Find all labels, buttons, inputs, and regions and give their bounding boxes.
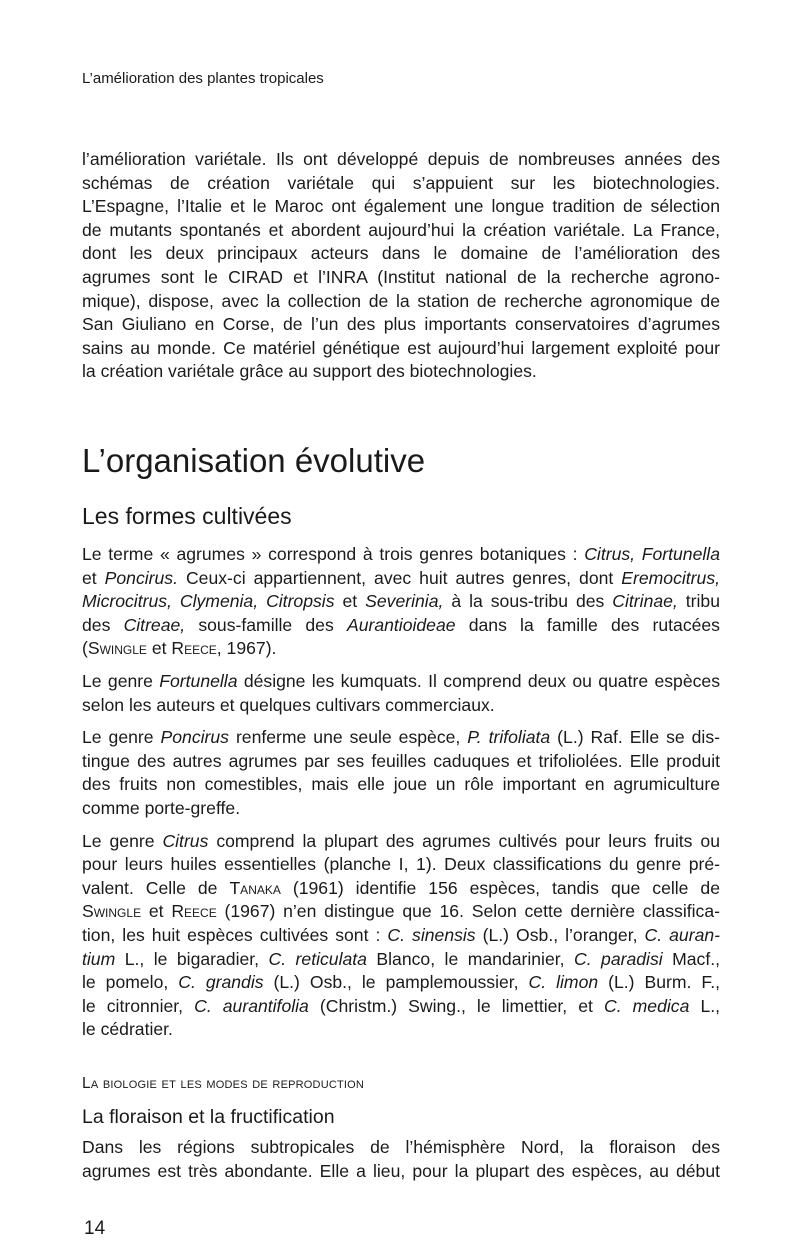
text-run: (L.) Osb., le pamplemoussier, bbox=[263, 972, 529, 993]
text-run: de mutants spontanés et abordent aujourd’hui la création variétale. La France, bbox=[82, 219, 720, 240]
italic-text: C. paradisi bbox=[573, 948, 663, 969]
text-run: sous-famille des bbox=[185, 614, 347, 635]
italic-text: C. reticulata bbox=[268, 948, 367, 969]
italic-text: Aurantioideae bbox=[346, 614, 456, 635]
text-run: et bbox=[82, 567, 105, 588]
text-run: Le genre bbox=[82, 727, 161, 748]
text-run: (1961) identifie 156 espèces, tandis que celle de bbox=[280, 877, 721, 898]
author-name: Tanaka bbox=[229, 877, 281, 898]
text-line bbox=[82, 948, 720, 972]
section-title: L’organisation évolutive bbox=[82, 442, 426, 479]
text-run: Macf., bbox=[662, 948, 721, 969]
text-run: L’Espagne, l’Italie et le Maroc ont également une longue tradition de sélection bbox=[82, 196, 720, 217]
text-line bbox=[82, 637, 720, 661]
paragraph bbox=[82, 148, 720, 384]
text-line bbox=[82, 971, 720, 995]
italic-text: Citrus bbox=[162, 830, 209, 851]
text-run: Le genre bbox=[82, 670, 160, 691]
text-run: Le terme « agrumes » correspond à trois genres botaniques : bbox=[82, 544, 585, 564]
italic-text: Citrus, Fortunella bbox=[584, 544, 720, 564]
text-line bbox=[82, 1160, 720, 1184]
author-name: Swingle bbox=[82, 901, 142, 922]
text-line bbox=[82, 242, 720, 266]
paragraph bbox=[82, 726, 720, 820]
text-line bbox=[82, 360, 720, 384]
text-line bbox=[82, 219, 720, 243]
italic-text: Eremocitrus, bbox=[621, 567, 721, 588]
intro-paragraph bbox=[82, 148, 720, 393]
text-run: des bbox=[82, 614, 124, 635]
text-run: la création variétale grâce au support des biotechnologies. bbox=[82, 361, 537, 382]
text-run: Ceux-ci appartiennent, avec huit autres genres, dont bbox=[178, 567, 622, 588]
text-line bbox=[82, 590, 720, 614]
italic-text: C. auran- bbox=[644, 924, 721, 945]
text-run: (L.) Osb., l’oranger, bbox=[475, 924, 645, 945]
text-run: valent. Celle de bbox=[82, 877, 230, 898]
text-run: dont les deux principaux acteurs dans le domaine de l’amélioration des bbox=[82, 243, 720, 264]
text-line bbox=[82, 924, 720, 948]
text-run: L., le bigaradier, bbox=[115, 948, 269, 969]
author-name: Reece bbox=[171, 638, 217, 659]
text-line bbox=[82, 797, 720, 821]
italic-text: tium bbox=[82, 948, 116, 969]
text-line bbox=[82, 1136, 720, 1160]
text-line bbox=[82, 853, 720, 877]
paragraph bbox=[82, 1136, 720, 1183]
text-run: mique), dispose, avec la collection de la station de recherche agronomique de bbox=[82, 290, 720, 311]
text-run: l’amélioration variétale. Ils ont développé depuis de nombreuses années des bbox=[82, 149, 720, 169]
text-line bbox=[82, 830, 720, 854]
text-line bbox=[82, 1018, 720, 1042]
italic-text: Microcitrus, Clymenia, Citropsis bbox=[82, 591, 335, 612]
text-line bbox=[82, 172, 720, 196]
text-line bbox=[82, 694, 720, 718]
text-run: agrumes sont le CIRAD et l’INRA (Institut national de la recherche agrono- bbox=[82, 266, 720, 287]
text-line bbox=[82, 900, 720, 924]
italic-text: Citreae, bbox=[123, 614, 186, 635]
body-paragraphs bbox=[82, 543, 720, 1051]
page-number: 14 bbox=[84, 1218, 106, 1239]
italic-text: Fortunella bbox=[159, 670, 238, 691]
text-run: et bbox=[146, 638, 172, 659]
text-run: ( bbox=[82, 638, 88, 659]
italic-text: C. limon bbox=[528, 972, 599, 993]
text-run: comme porte-greffe. bbox=[82, 797, 241, 818]
text-run: selon les auteurs et quelques cultivars commerciaux. bbox=[82, 694, 495, 715]
text-run: schémas de création variétale qui s’appuient sur les biotechnologies. bbox=[82, 172, 720, 193]
subsection-title: Les formes cultivées bbox=[82, 503, 292, 529]
text-run: San Giuliano en Corse, de l’un des plus importants conservatoires d’agrumes bbox=[82, 314, 720, 335]
paragraph bbox=[82, 830, 720, 1042]
text-line bbox=[82, 148, 720, 172]
text-run: Dans les régions subtropicales de l’hémisphère Nord, la floraison des bbox=[82, 1137, 720, 1157]
text-line bbox=[82, 266, 720, 290]
text-run: L., bbox=[689, 995, 720, 1016]
text-line bbox=[82, 877, 720, 901]
author-name: Swingle bbox=[87, 638, 147, 659]
text-run: des fruits non comestibles, mais elle joue un rôle important en agrumiculture bbox=[82, 774, 720, 795]
italic-text: Poncirus. bbox=[104, 567, 178, 588]
text-line bbox=[82, 750, 720, 774]
text-run: tribu bbox=[677, 591, 721, 612]
text-line bbox=[82, 337, 720, 361]
author-name: Reece bbox=[171, 901, 217, 922]
paragraph bbox=[82, 543, 720, 661]
floraison-paragraph bbox=[82, 1136, 720, 1192]
text-run: tion, les huit espèces cultivées sont : bbox=[82, 924, 388, 945]
text-run: tingue des autres agrumes par ses feuilles caduques et trifoliolées. Elle produit bbox=[82, 750, 720, 771]
text-run: (L.) Burm. F., bbox=[598, 972, 720, 993]
text-run: , 1967). bbox=[216, 638, 277, 659]
text-run: à la sous-tribu des bbox=[443, 591, 613, 612]
text-run: sains au monde. Ce matériel génétique est aujourd’hui largement exploité pour bbox=[82, 337, 720, 358]
paragraph bbox=[82, 670, 720, 717]
text-line bbox=[82, 670, 720, 694]
text-run: le citronnier, bbox=[82, 995, 195, 1016]
text-run: pour leurs huiles essentielles (planche I, 1). Deux classifications du genre pré- bbox=[82, 854, 720, 875]
italic-text: C. aurantifolia bbox=[194, 995, 309, 1016]
text-line bbox=[82, 614, 720, 638]
text-run: dans la famille des rutacées bbox=[455, 614, 720, 635]
text-line bbox=[82, 995, 720, 1019]
text-run: et bbox=[141, 901, 172, 922]
text-line bbox=[82, 567, 720, 591]
running-head: L’amélioration des plantes tropicales bbox=[82, 70, 324, 87]
subsection-heading-floraison: La floraison et la fructification bbox=[82, 1106, 335, 1128]
italic-text: Severinia, bbox=[365, 591, 444, 612]
text-run: renferme une seule espèce, bbox=[228, 727, 468, 748]
text-run: Blanco, le mandarinier, bbox=[366, 948, 574, 969]
text-line bbox=[82, 290, 720, 314]
text-run: (L.) Raf. Elle se dis- bbox=[550, 727, 720, 748]
text-run: (Christm.) Swing., le limettier, et bbox=[308, 995, 604, 1016]
italic-text: C. grandis bbox=[178, 972, 264, 993]
text-run: comprend la plupart des agrumes cultivés pour leurs fruits ou bbox=[208, 830, 720, 851]
italic-text: P. trifoliata bbox=[467, 727, 551, 748]
text-line bbox=[82, 726, 720, 750]
text-run: agrumes est très abondante. Elle a lieu, pour la plupart des espèces, au début bbox=[82, 1160, 720, 1181]
text-run: le pomelo, bbox=[82, 972, 179, 993]
italic-text: Citrinae, bbox=[612, 591, 678, 612]
text-run: le cédratier. bbox=[82, 1019, 173, 1040]
italic-text: C. medica bbox=[604, 995, 690, 1016]
text-run: désigne les kumquats. Il comprend deux ou quatre espèces bbox=[237, 670, 720, 691]
text-line bbox=[82, 543, 720, 567]
text-line bbox=[82, 195, 720, 219]
text-line bbox=[82, 313, 720, 337]
text-run: et bbox=[334, 591, 366, 612]
text-run: (1967) n’en distingue que 16. Selon cette dernière classifica- bbox=[216, 901, 720, 922]
text-run: Le genre bbox=[82, 830, 163, 851]
italic-text: C. sinensis bbox=[387, 924, 476, 945]
italic-text: Poncirus bbox=[160, 727, 229, 748]
section-heading-biologie: La biologie et les modes de reproduction bbox=[82, 1075, 365, 1092]
text-line bbox=[82, 773, 720, 797]
